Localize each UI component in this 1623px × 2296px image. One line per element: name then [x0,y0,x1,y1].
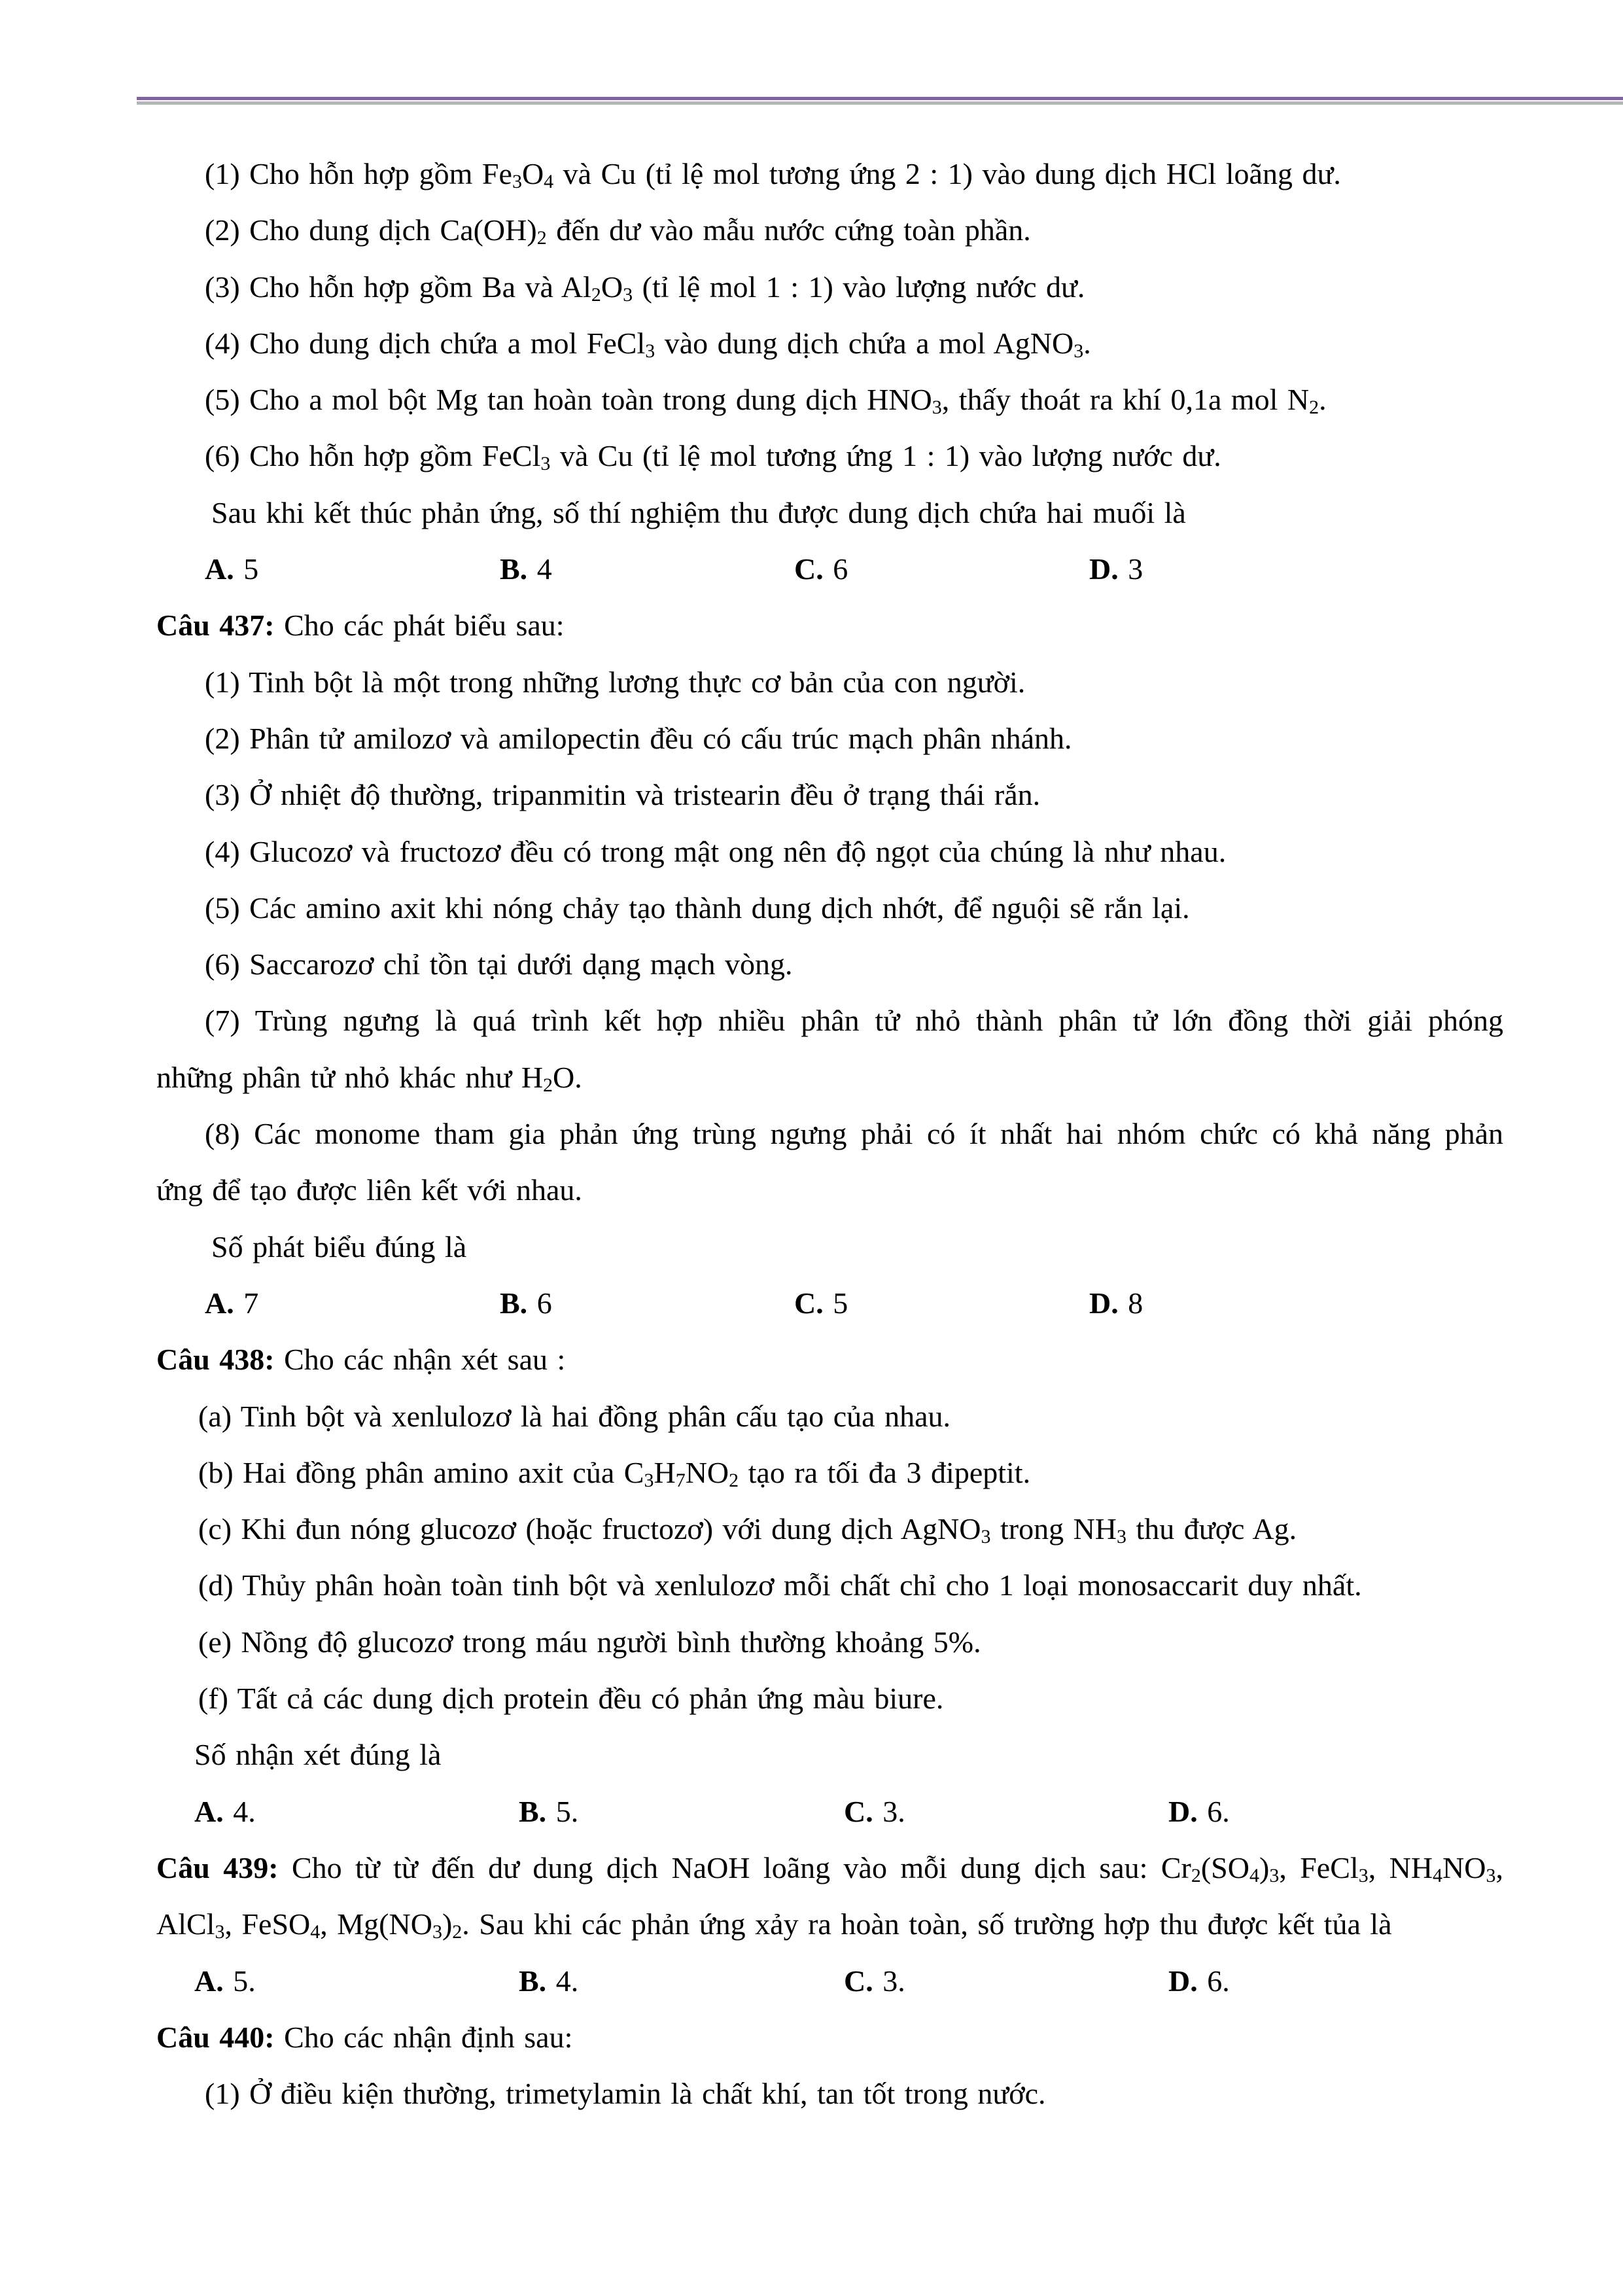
text-line [0,259,1623,315]
header-rule-purple [137,97,1623,100]
text-line [0,1840,1503,1896]
subscript: 3 [644,1469,654,1491]
question-label: Câu 438: [156,1343,275,1377]
text-run: (1) Cho hỗn hợp gồm Fe [205,157,512,190]
text-run: Số nhận xét đúng là [194,1738,442,1772]
choice-text: 6 [527,1286,552,1320]
text-line [0,711,1623,767]
answer-choices [0,541,1623,597]
text-run: (5) Các amino axit khi nóng chảy tạo thành dung dịch nhớt, để nguội sẽ rắn lại. [205,891,1190,925]
text-run: (d) Thủy phân hoàn toàn tinh bột và xenlulozơ mỗi chất chỉ cho 1 loại monosaccarit duy nhất. [198,1568,1362,1602]
answer-choice [844,1784,905,1840]
text-run: Cho các nhận định sau: [274,2020,573,2054]
choice-letter: D. [1089,552,1119,586]
text-run: ứng để tạo được liên kết với nhau. [156,1173,582,1207]
text-run: đến dư vào mẫu nước cứng toàn phần. [546,213,1031,247]
text-run: (4) Glucozơ và fructozơ đều có trong mật ong nên độ ngọt của chúng là như nhau. [205,834,1227,868]
answer-choice [205,1275,258,1332]
text-run: (1) Tinh bột là một trong những lương thực cơ bản của con người. [205,665,1026,699]
text-line [0,1445,1623,1501]
subscript: 4 [310,1921,321,1943]
choice-text: 6 [823,552,848,586]
choice-letter: B. [500,1286,528,1320]
text-run: O. [553,1060,582,1094]
text-run: Cho các phát biểu sau: [274,609,565,643]
choice-letter: A. [205,1286,234,1320]
text-run: (f) Tất cả các dung dịch protein đều có phản ứng màu biure. [198,1682,944,1716]
text-line [0,428,1623,484]
text-line [0,880,1623,936]
subscript: 3 [932,397,942,419]
choice-text: 5. [546,1794,579,1828]
text-line [0,654,1623,711]
choice-text: 5 [823,1286,848,1320]
text-run: (SO [1200,1850,1249,1884]
text-line [0,1332,1623,1388]
text-run: (8) Các monome tham gia phản ứng trùng ngưng phải có ít nhất hai nhóm chức có khả năng phản [205,1117,1503,1151]
subscript: 3 [645,340,655,362]
text-run: Số phát biểu đúng là [211,1229,467,1263]
question-label: Câu 437: [156,609,275,643]
choice-letter: A. [205,552,234,586]
subscript: 7 [675,1469,686,1491]
answer-choice [1168,1784,1230,1840]
text-run: (2) Cho dung dịch Ca(OH) [205,213,537,247]
answer-choice [1168,1953,1230,2009]
text-run: , [1495,1850,1503,1884]
answer-choice [519,1953,578,2009]
choice-text: 3. [873,1794,905,1828]
text-run: ) [1259,1850,1270,1884]
subscript: 2 [452,1921,462,1943]
question-label: Câu 440: [156,2020,275,2054]
subscript: 3 [512,171,522,192]
answer-choices [0,1275,1623,1332]
text-line [0,597,1623,654]
choice-text: 3 [1118,552,1143,586]
text-run: . Sau khi các phản ứng xảy ra hoàn toàn, số trường hợp thu được kết tủa là [462,1907,1392,1941]
answer-choices [0,1953,1623,2009]
text-run: (5) Cho a mol bột Mg tan hoàn toàn trong dung dịch HNO [205,383,932,417]
question-label: Câu 439: [156,1850,279,1884]
subscript: 3 [623,283,633,306]
text-line [0,993,1503,1049]
text-run: (2) Phân tử amilozơ và amilopectin đều có cấu trúc mạch phân nhánh. [205,721,1072,755]
text-run: (7) Trùng ngưng là quá trình kết hợp nhiều phân tử nhỏ thành phân tử lớn đồng thời giải phóng [205,1004,1503,1038]
text-line [0,485,1623,541]
subscript: 3 [1073,340,1084,362]
text-run: H [654,1455,676,1489]
answer-choice [519,1784,578,1840]
text-line [0,1162,1623,1218]
text-line [0,767,1623,823]
text-run: NO [1442,1850,1486,1884]
text-line [0,202,1623,258]
text-run: (a) Tinh bột và xenlulozơ là hai đồng phân cấu tạo của nhau. [198,1399,951,1433]
subscript: 3 [1117,1526,1127,1548]
text-line [0,1896,1623,1952]
choice-text: 5. [223,1964,256,1998]
choice-letter: C. [844,1964,873,1998]
answer-choices [0,1784,1623,1840]
text-run: AlCl [156,1907,215,1941]
answer-choice [500,1275,552,1332]
subscript: 2 [591,283,601,306]
choice-letter: B. [519,1794,547,1828]
answer-choice [205,541,258,597]
choice-text: 3. [873,1964,905,1998]
text-line [0,1557,1623,1614]
choice-text: 8 [1118,1286,1143,1320]
text-line [0,372,1623,428]
text-line [0,1388,1623,1445]
text-run: (4) Cho dung dịch chứa a mol FeCl [205,326,646,360]
subscript: 3 [1269,1864,1280,1886]
text-run: , Mg(NO [320,1907,432,1941]
choice-text: 6. [1197,1964,1230,1998]
text-run: và Cu (tỉ lệ mol tương ứng 2 : 1) vào dung dịch HCl loãng dư. [553,157,1341,190]
answer-choice [1089,541,1143,597]
text-run: O [601,270,623,304]
choice-letter: A. [194,1964,224,1998]
subscript: 3 [432,1921,442,1943]
choice-text: 6. [1197,1794,1230,1828]
text-run: (3) Ở nhiệt độ thường, tripanmitin và tristearin đều ở trạng thái rắn. [205,778,1041,812]
text-line [0,824,1623,880]
text-run: (3) Cho hỗn hợp gồm Ba và Al [205,270,591,304]
choice-letter: B. [500,552,528,586]
text-run: vào dung dịch chứa a mol AgNO [655,326,1074,360]
answer-choice [844,1953,905,2009]
text-run: tạo ra tối đa 3 đipeptit. [739,1455,1031,1489]
text-run: O [521,157,544,190]
text-line [0,2009,1623,2066]
choice-text: 5 [234,552,259,586]
text-line [0,1670,1623,1727]
document-body [0,146,1623,2122]
choice-letter: C. [794,1286,824,1320]
choice-letter: D. [1089,1286,1119,1320]
choice-text: 4. [223,1794,256,1828]
choice-text: 4 [527,552,552,586]
subscript: 2 [729,1469,739,1491]
subscript: 4 [1249,1864,1259,1886]
text-run: . [1083,326,1091,360]
subscript: 4 [544,171,554,192]
answer-choice [1089,1275,1143,1332]
text-run: trong NH [990,1512,1117,1546]
text-run: , FeCl [1279,1850,1359,1884]
answer-choice [500,541,552,597]
text-run: Cho các nhận xét sau : [274,1343,566,1377]
text-run: và Cu (tỉ lệ mol tương ứng 1 : 1) vào lượng nước dư. [550,439,1221,473]
text-run: (6) Cho hỗn hợp gồm FeCl [205,439,541,473]
choice-text: 4. [546,1964,579,1998]
choice-letter: D. [1168,1964,1198,1998]
text-run: NO [685,1455,729,1489]
text-run: những phân tử nhỏ khác như H [156,1060,544,1094]
subscript: 3 [215,1921,225,1943]
text-line [0,1106,1503,1162]
text-line [0,1219,1623,1275]
text-run: (b) Hai đồng phân amino axit của C [198,1455,644,1489]
text-run: (6) Saccarozơ chỉ tồn tại dưới dạng mạch vòng. [205,947,793,981]
header-rule-gray [137,101,1623,105]
subscript: 2 [1309,397,1319,419]
answer-choice [794,541,848,597]
subscript: 3 [981,1526,991,1548]
text-run: Cho từ từ đến dư dung dịch NaOH loãng vào mỗi dung dịch sau: Cr [278,1850,1191,1884]
text-run: , thấy thoát ra khí 0,1a mol N [941,383,1310,417]
choice-letter: C. [844,1794,873,1828]
text-run: thu được Ag. [1126,1512,1297,1546]
text-line [0,1614,1623,1670]
text-run: (e) Nồng độ glucozơ trong máu người bình thường khoảng 5%. [198,1625,981,1659]
text-run: (1) Ở điều kiện thường, trimetylamin là chất khí, tan tốt trong nước. [205,2077,1046,2111]
choice-letter: B. [519,1964,547,1998]
text-line [0,2066,1623,2122]
text-run: ) [442,1907,453,1941]
answer-choice [194,1784,256,1840]
subscript: 2 [543,1074,553,1096]
choice-letter: A. [194,1794,224,1828]
text-line [0,936,1623,993]
text-line [0,1501,1623,1557]
subscript: 3 [1486,1864,1496,1886]
text-run: Sau khi kết thúc phản ứng, số thí nghiệm thu được dung dịch chứa hai muối là [211,495,1186,529]
text-line [0,1727,1623,1783]
choice-letter: D. [1168,1794,1198,1828]
subscript: 4 [1433,1864,1443,1886]
choice-text: 7 [234,1286,259,1320]
text-run: , NH [1368,1850,1433,1884]
text-line [0,146,1623,202]
text-run: . [1319,383,1327,417]
subscript: 3 [540,453,551,475]
subscript: 2 [536,227,547,249]
text-run: (c) Khi đun nóng glucozơ (hoặc fructozơ) với dung dịch AgNO [198,1512,981,1546]
text-run: (tỉ lệ mol 1 : 1) vào lượng nước dư. [633,270,1085,304]
subscript: 3 [1358,1864,1369,1886]
subscript: 2 [1191,1864,1201,1886]
text-line [0,315,1623,372]
text-run: , FeSO [224,1907,311,1941]
choice-letter: C. [794,552,824,586]
text-line [0,1050,1623,1106]
answer-choice [194,1953,256,2009]
answer-choice [794,1275,848,1332]
